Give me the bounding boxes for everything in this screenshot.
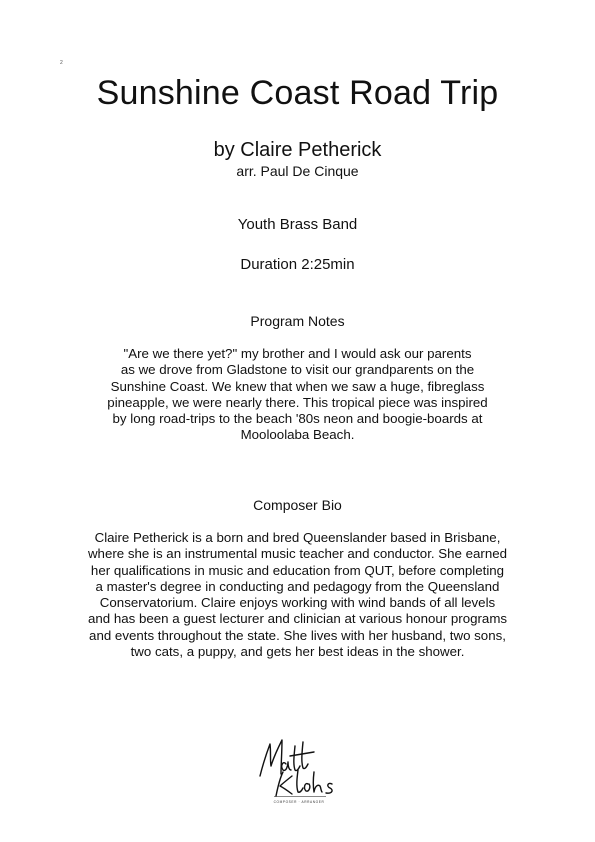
program-notes-text	[90, 346, 505, 444]
composer-bio-line: Conservatorium. Claire enjoys working with wind bands of all levels	[99, 595, 496, 611]
program-notes-heading: Program Notes	[250, 313, 345, 329]
composer-bio-heading: Composer Bio	[253, 497, 342, 513]
composer-bio-text	[70, 530, 525, 660]
signature-logo	[254, 730, 344, 808]
program-notes-line: "Are we there yet?" my brother and I would ask our parents	[123, 346, 472, 361]
program-notes-line: Sunshine Coast. We knew that when we saw a huge, fibreglass	[110, 378, 485, 394]
page-title: Sunshine Coast Road Trip	[96, 74, 499, 112]
page-number: 2	[60, 60, 63, 66]
program-notes-line: pineapple, we were nearly there. This tropical piece was inspired	[107, 394, 488, 410]
ensemble-label: Youth Brass Band	[237, 216, 358, 233]
composer-bio-line: and has been a guest lecturer and clinician at various honour programs	[87, 611, 508, 627]
program-notes-line: by long road-trips to the beach '80s neon and boogie-boards at	[112, 411, 483, 427]
composer-bio-line: her qualifications in music and education from QUT, before completing	[90, 562, 505, 578]
program-notes-line: as we drove from Gladstone to visit our grandparents on the	[120, 362, 475, 378]
logo-tagline: COMPOSER · ARRANGER	[273, 800, 325, 804]
composer-credit: by Claire Petherick	[213, 139, 382, 161]
composer-bio-line: where she is an instrumental music teacher and conductor. She earned	[87, 546, 508, 562]
duration-label: Duration 2:25min	[240, 256, 355, 273]
composer-bio-line: two cats, a puppy, and gets her best ideas in the shower.	[130, 644, 465, 660]
composer-bio-line: a master's degree in conducting and pedagogy from the Queensland	[95, 578, 500, 594]
composer-bio-line: Claire Petherick is a born and bred Queenslander based in Brisbane,	[94, 530, 501, 545]
signature-logo-icon	[254, 730, 344, 800]
composer-bio-line: and events throughout the state. She lives with her husband, two sons,	[89, 627, 506, 643]
program-notes-line: Mooloolaba Beach.	[240, 427, 355, 443]
arranger-credit: arr. Paul De Cinque	[236, 163, 359, 179]
